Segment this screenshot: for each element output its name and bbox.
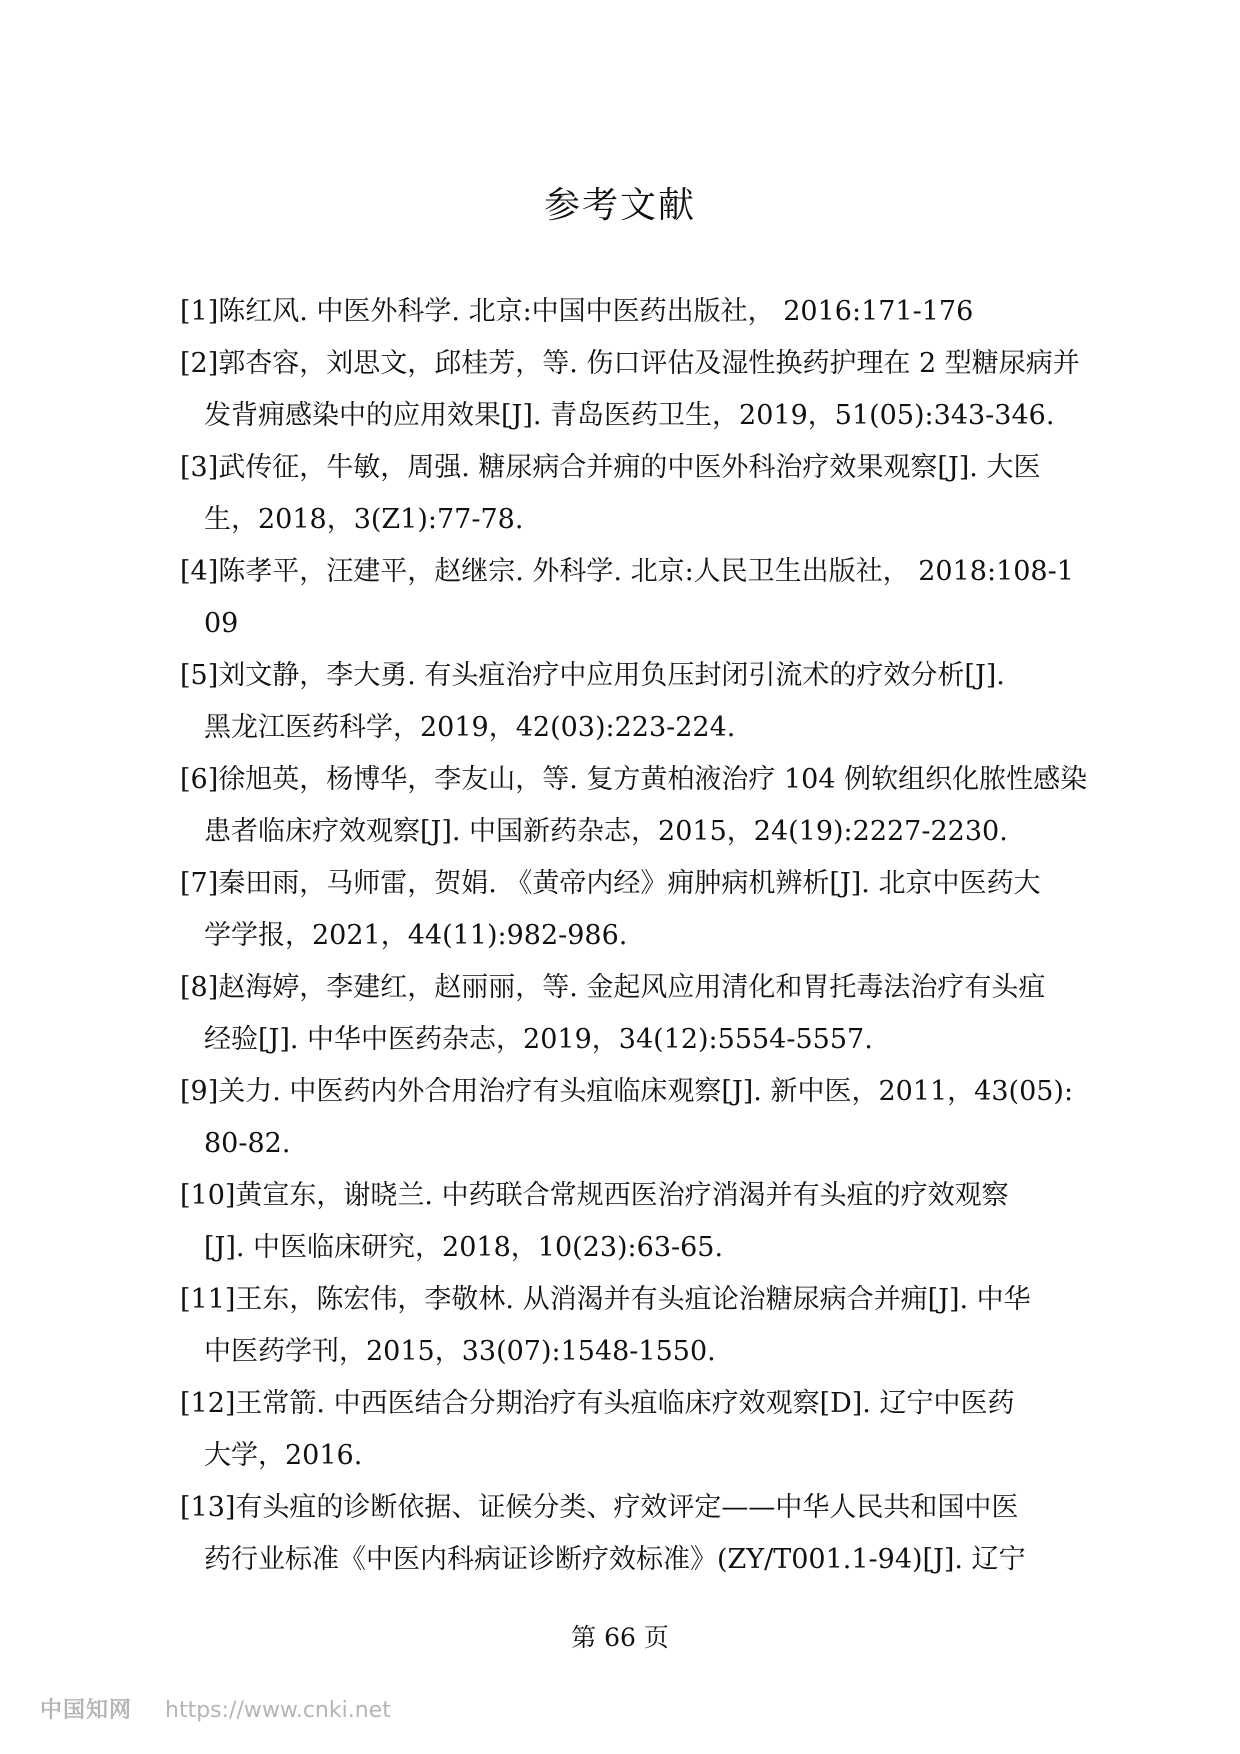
reference-item	[180, 754, 1100, 858]
page-number: 第 66 页	[571, 1623, 669, 1652]
reference-list	[180, 286, 1100, 1586]
reference-line: [3]武传征，牛敏，周强. 糖尿病合并痈的中医外科治疗效果观察[J]. 大医	[180, 452, 1041, 483]
reference-line-continued: 黑龙江医药科学，2019，42(03):223-224.	[204, 712, 736, 743]
reference-line-continued: 80-82.	[204, 1128, 291, 1159]
reference-line-continued: 经验[J]. 中华中医药杂志，2019，34(12):5554-5557.	[204, 1024, 873, 1055]
reference-line: [11]王东，陈宏伟，李敬林. 从消渴并有头疽论治糖尿病合并痈[J]. 中华	[180, 1284, 1031, 1315]
reference-line: [13]有头疽的诊断依据、证候分类、疗效评定——中华人民共和国中医	[180, 1492, 1019, 1523]
page-title: 参考文献	[543, 185, 696, 226]
reference-line: [9]关力. 中医药内外合用治疗有头疽临床观察[J]. 新中医，2011，43(05):	[180, 1076, 1074, 1107]
reference-line-continued: [J]. 中医临床研究，2018，10(23):63-65.	[204, 1232, 724, 1263]
reference-item	[180, 1482, 1100, 1586]
reference-item	[180, 1170, 1100, 1274]
reference-line: [2]郭杏容，刘思文，邱桂芳，等. 伤口评估及湿性换药护理在 2 型糖尿病并	[180, 348, 1080, 379]
reference-item	[180, 962, 1100, 1066]
reference-item	[180, 338, 1100, 442]
reference-item	[180, 650, 1100, 754]
reference-line-continued: 生，2018，3(Z1):77-78.	[204, 504, 524, 535]
reference-item	[180, 1378, 1100, 1482]
reference-line-continued: 药行业标准《中医内科病证诊断疗效标准》(ZY/T001.1-94)[J]. 辽宁	[204, 1544, 1026, 1575]
reference-item	[180, 442, 1100, 546]
watermark-url: https://www.cnki.net	[165, 1698, 391, 1723]
reference-line: [5]刘文静，李大勇. 有头疽治疗中应用负压封闭引流术的疗效分析[J].	[180, 660, 1005, 691]
reference-item	[180, 1274, 1100, 1378]
reference-line: [4]陈孝平，汪建平，赵继宗. 外科学. 北京:人民卫生出版社， 2018:108-1	[180, 556, 1074, 587]
watermark	[40, 1696, 391, 1726]
reference-line: [1]陈红风. 中医外科学. 北京:中国中医药出版社， 2016:171-176	[180, 296, 974, 327]
reference-line-continued: 中医药学刊，2015，33(07):1548-1550.	[204, 1336, 716, 1367]
reference-line: [8]赵海婷，李建红，赵丽丽，等. 金起风应用清化和胃托毒法治疗有头疽	[180, 972, 1046, 1003]
reference-line-continued: 学学报，2021，44(11):982-986.	[204, 920, 628, 951]
reference-line-continued: 09	[204, 608, 239, 639]
reference-line-continued: 大学，2016.	[204, 1440, 363, 1471]
reference-item	[180, 1066, 1100, 1170]
reference-item	[180, 546, 1100, 650]
watermark-brand: 中国知网	[40, 1698, 133, 1723]
reference-item	[180, 286, 1100, 338]
reference-line-continued: 患者临床疗效观察[J]. 中国新药杂志，2015，24(19):2227-2230.	[204, 816, 1008, 847]
reference-line-continued: 发背痈感染中的应用效果[J]. 青岛医药卫生，2019，51(05):343-346.	[204, 400, 1055, 431]
reference-item	[180, 858, 1100, 962]
reference-line: [10]黄宣东，谢晓兰. 中药联合常规西医治疗消渴并有头疽的疗效观察	[180, 1180, 1009, 1211]
reference-line: [12]王常箭. 中西医结合分期治疗有头疽临床疗效观察[D]. 辽宁中医药	[180, 1388, 1015, 1419]
reference-line: [6]徐旭英，杨博华，李友山，等. 复方黄柏液治疗 104 例软组织化脓性感染	[180, 764, 1088, 795]
reference-line: [7]秦田雨，马师雷，贺娟. 《黄帝内经》痈肿病机辨析[J]. 北京中医药大	[180, 868, 1041, 899]
